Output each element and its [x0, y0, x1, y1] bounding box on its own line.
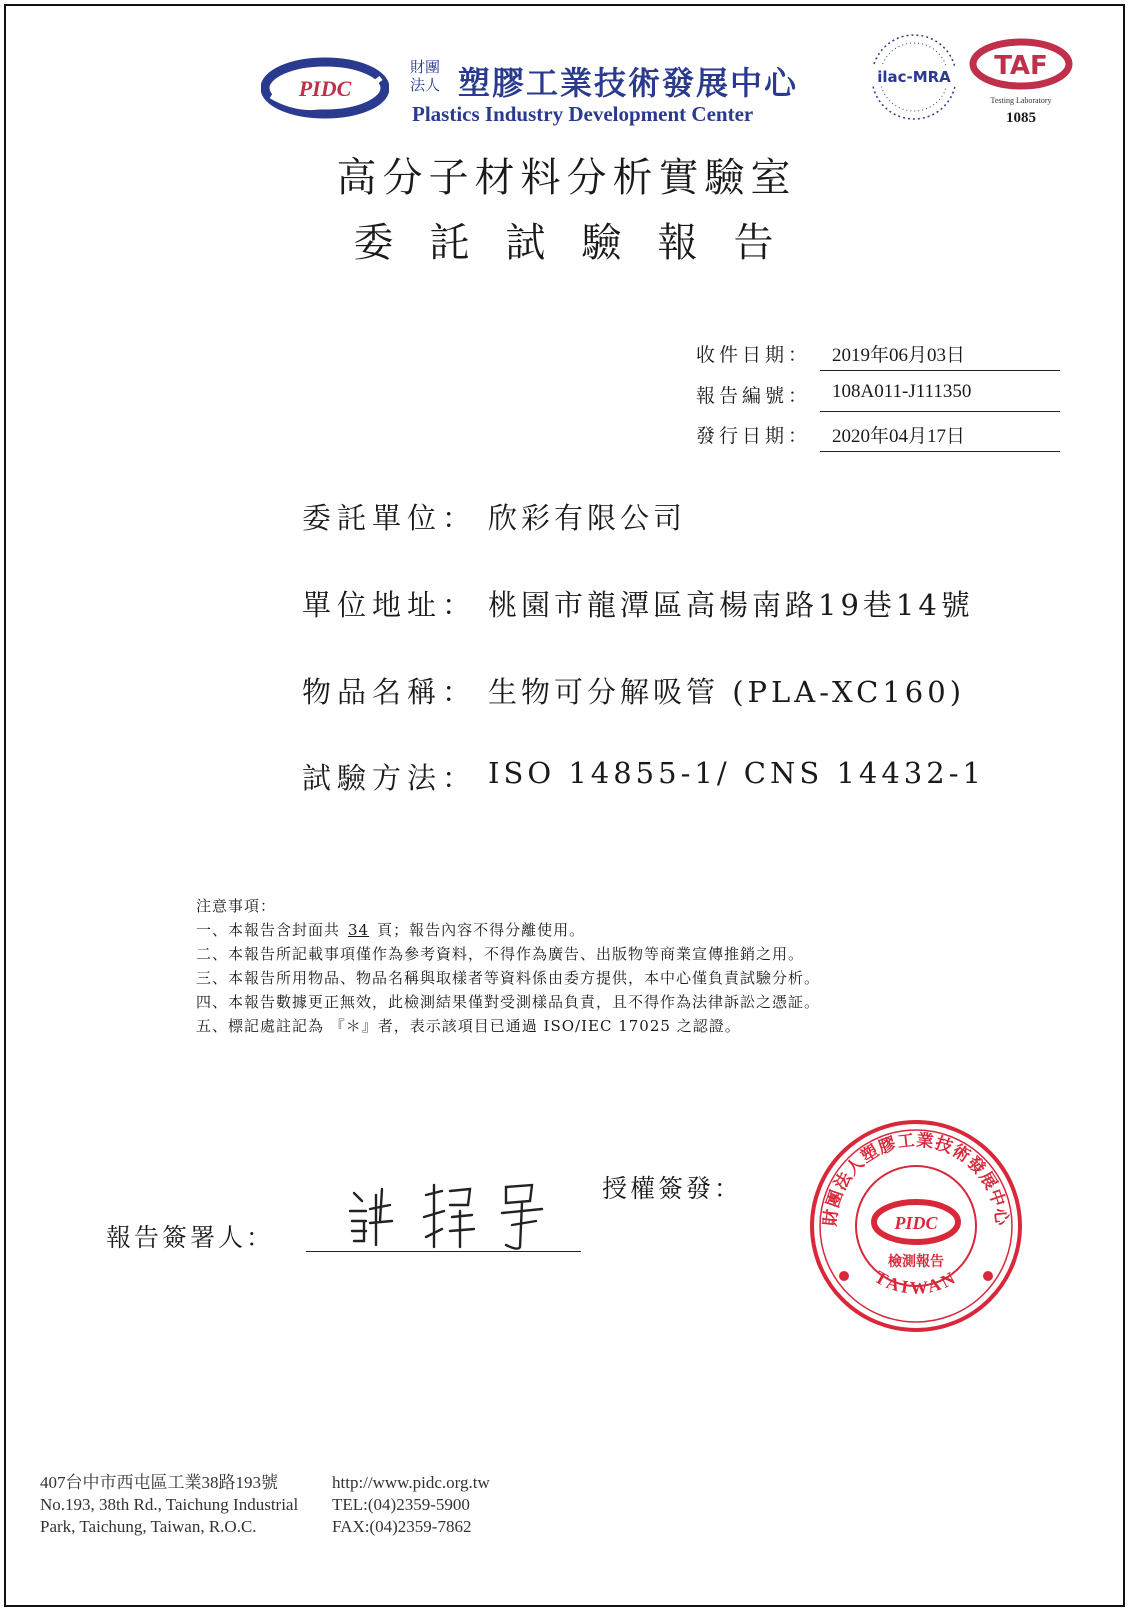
signature-line	[306, 1251, 581, 1252]
client-label: 委託單位：	[302, 501, 478, 535]
svg-text:財團法人塑膠工業技術發展中心: 財團法人塑膠工業技術發展中心	[820, 1130, 1012, 1228]
note-item-4: 四、本報告數據更正無效，此檢測結果僅對受測樣品負責，且不得作為法律訴訟之憑証。	[196, 993, 821, 1011]
org-name-en: Plastics Industry Development Center	[412, 102, 754, 126]
client-value: 欣彩有限公司	[488, 501, 687, 535]
ilac-mra-logo	[866, 32, 962, 122]
page-count: 34	[348, 921, 370, 939]
footer-address-en-2: Park, Taichung, Taiwan, R.O.C.	[40, 1517, 257, 1536]
page-title-report: 委託試驗報告	[353, 220, 810, 266]
org-type-label	[410, 58, 440, 94]
svg-text:PIDC: PIDC	[298, 76, 352, 101]
report-number-value: 108A011-J111350	[832, 381, 972, 402]
item-name-value: 生物可分解吸管 (PLA-XC160)	[488, 675, 966, 709]
official-seal	[806, 1116, 1026, 1336]
svg-text:檢測報告: 檢測報告	[888, 1254, 944, 1270]
footer-address	[40, 1472, 298, 1538]
report-cover-page	[4, 4, 1125, 1607]
org-type-line2: 法人	[410, 76, 441, 94]
svg-text:PIDC: PIDC	[894, 1213, 938, 1233]
footer-contact	[332, 1472, 490, 1538]
address-label: 單位地址：	[302, 588, 478, 622]
note-item-1: 一、本報告含封面共 34 頁；報告內容不得分離使用。	[196, 921, 586, 939]
signer-label: 報告簽署人：	[106, 1223, 275, 1252]
taf-number: 1085	[1006, 110, 1036, 126]
received-date-value: 2019年06月03日	[832, 345, 966, 366]
meta-underline	[820, 451, 1060, 452]
issue-date-label: 發行日期：	[696, 425, 812, 447]
footer-tel: TEL:(04)2359-5900	[332, 1495, 470, 1514]
item-name-label: 物品名稱：	[302, 675, 478, 709]
handwritten-signature	[346, 1181, 566, 1251]
report-number-label: 報告編號：	[696, 385, 812, 407]
note-item-3: 三、本報告所用物品、物品名稱與取樣者等資料係由委方提供，本中心僅負責試驗分析。	[196, 969, 821, 987]
received-date-label: 收件日期：	[696, 344, 812, 366]
test-method-label: 試驗方法：	[302, 761, 478, 795]
svg-text:TAIWAN: TAIWAN	[871, 1266, 961, 1298]
footer-website[interactable]: http://www.pidc.org.tw	[332, 1473, 490, 1492]
taf-logo	[968, 34, 1074, 104]
taf-sub-label: Testing Laboratory	[990, 96, 1052, 105]
footer-address-cn: 407台中市西屯區工業38路193號	[40, 1473, 278, 1492]
notes-heading: 注意事項：	[196, 897, 277, 915]
meta-underline	[820, 411, 1060, 412]
svg-text:TAF: TAF	[994, 51, 1048, 81]
address-value: 桃園市龍潭區高楊南路19巷14號	[488, 588, 974, 622]
note-item-2: 二、本報告所記載事項僅作為參考資料，不得作為廣告、出版物等商業宣傳推銷之用。	[196, 945, 805, 963]
page-title-lab: 高分子材料分析實驗室	[336, 155, 797, 201]
org-name-cn: 塑膠工業技術發展中心	[458, 64, 799, 102]
note-item-5: 五、標記處註記為 『＊』者，表示該項目已通過 ISO/IEC 17025 之認證。	[196, 1017, 741, 1035]
notes-section	[196, 894, 820, 1038]
pidc-logo	[261, 56, 389, 120]
authorized-label: 授權簽發：	[602, 1174, 743, 1203]
test-method-value: ISO 14855-1/ CNS 14432-1	[488, 756, 985, 790]
org-type-line1: 財團	[410, 58, 441, 76]
issue-date-value: 2020年04月17日	[832, 426, 966, 447]
footer-fax: FAX:(04)2359-7862	[332, 1517, 472, 1536]
footer-address-en-1: No.193, 38th Rd., Taichung Industrial	[40, 1495, 299, 1514]
svg-text:ilac-MRA: ilac-MRA	[877, 68, 951, 86]
meta-underline	[820, 370, 1060, 371]
